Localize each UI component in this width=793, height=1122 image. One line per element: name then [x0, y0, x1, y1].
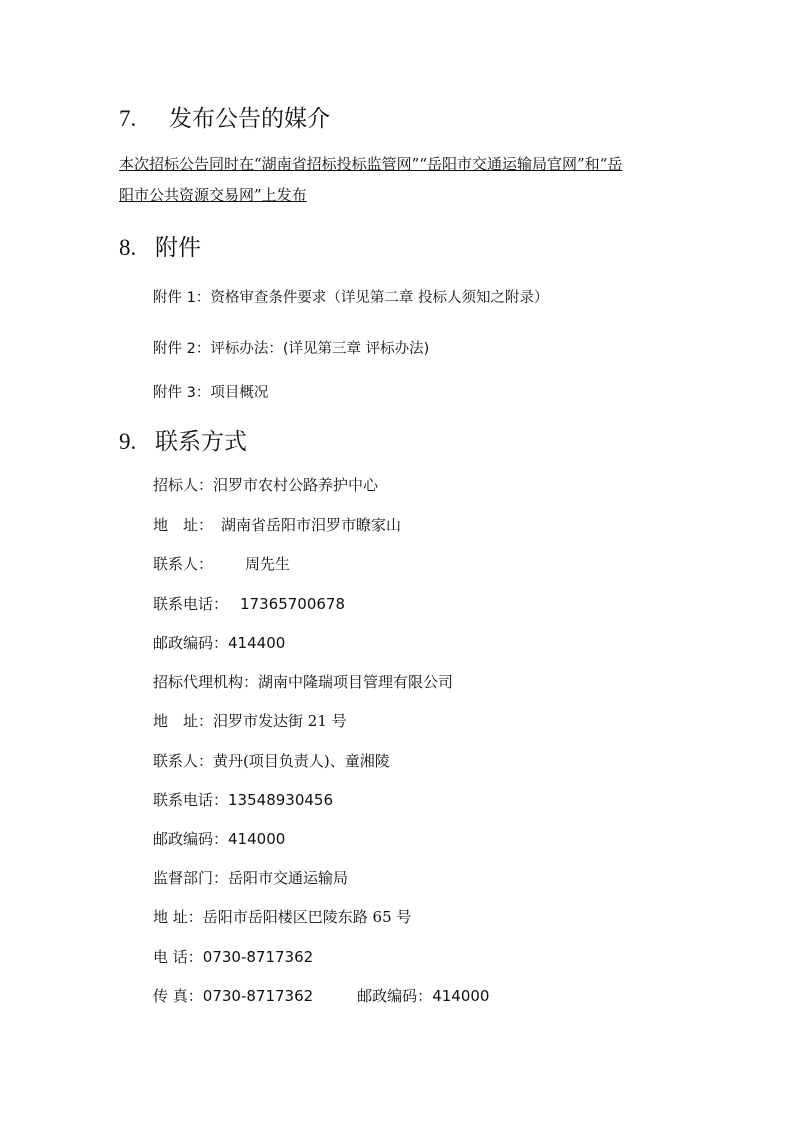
- supervisor-tel-label: 电 话：: [153, 948, 203, 966]
- agency-phone-value: 13548930456: [228, 791, 333, 809]
- agency-contact-row: [153, 750, 390, 771]
- supervisor-tel-value: 0730-8717362: [202, 948, 314, 966]
- agency-contact-value: 黄丹(项目负责人)、童湘陵: [213, 752, 390, 770]
- supervisor-address-row: [153, 906, 411, 927]
- media-paragraph-line-2: 阳市公共资源交易网”上发布: [119, 186, 307, 204]
- tenderer-address-value: 湖南省岳阳市汨罗市瞭家山: [221, 516, 402, 534]
- attachment-2: 附件 2：评标办法：(详见第三章 评标办法): [153, 341, 430, 357]
- tenderer-postal-value: 414400: [228, 634, 286, 652]
- tenderer-postal-row: [153, 632, 285, 653]
- agency-address-value: 汨罗市发达街 21 号: [213, 712, 347, 730]
- section-9-title: 联系方式: [155, 429, 247, 455]
- supervisor-fax-row: [153, 985, 489, 1006]
- agency-phone-row: [153, 789, 333, 810]
- media-paragraph: [119, 149, 679, 211]
- section-8-title: 附件: [155, 235, 201, 261]
- tenderer-contact-row: [153, 553, 290, 574]
- agency-value: 湖南中隆瑞项目管理有限公司: [258, 673, 454, 691]
- tenderer-label: 招标人：: [153, 476, 214, 494]
- agency-postal-label: 邮政编码：: [153, 830, 229, 848]
- section-7-title: 发布公告的媒介: [169, 106, 330, 132]
- attachment-3: 附件 3：项目概况: [153, 385, 269, 401]
- tenderer-postal-label: 邮政编码：: [153, 634, 229, 652]
- tenderer-phone-label: 联系电话：: [153, 595, 229, 613]
- section-7-number: 7.: [119, 106, 137, 131]
- tenderer-phone-row: [153, 593, 345, 614]
- media-paragraph-line-1: 本次招标公告同时在“湖南省招标投标监管网”“岳阳市交通运输局官网”和“岳: [119, 155, 623, 173]
- supervisor-postal-label: 邮政编码：: [357, 987, 433, 1005]
- agency-postal-value: 414000: [228, 830, 286, 848]
- tenderer-row: [153, 474, 378, 495]
- agency-label: 招标代理机构：: [153, 673, 259, 691]
- agency-postal-row: [153, 828, 285, 849]
- agency-address-label: 地 址：: [153, 712, 214, 730]
- tenderer-contact-value: 周先生: [245, 555, 291, 573]
- supervisor-fax-label: 传 真：: [153, 987, 203, 1005]
- agency-phone-label: 联系电话：: [153, 791, 229, 809]
- agency-address-row: [153, 710, 347, 731]
- supervisor-address-label: 地 址：: [153, 908, 203, 926]
- section-9-heading: [119, 423, 247, 456]
- supervisor-tel-row: [153, 946, 313, 967]
- tenderer-address-label: 地 址：: [153, 516, 214, 534]
- supervisor-label: 监督部门：: [153, 869, 229, 887]
- supervisor-value: 岳阳市交通运输局: [228, 869, 349, 887]
- section-7-heading: [119, 100, 330, 133]
- supervisor-row: [153, 867, 348, 888]
- agency-contact-label: 联系人：: [153, 752, 214, 770]
- supervisor-address-value: 岳阳市岳阳楼区巴陵东路 65 号: [202, 908, 412, 926]
- attachment-1: 附件 1：资格审查条件要求（详见第二章 投标人须知之附录）: [153, 290, 549, 306]
- agency-row: [153, 671, 453, 692]
- tenderer-value: 汨罗市农村公路养护中心: [213, 476, 379, 494]
- tenderer-contact-label: 联系人：: [153, 555, 214, 573]
- tenderer-address-row: [153, 514, 401, 535]
- section-9-number: 9.: [119, 429, 137, 454]
- tenderer-phone-value: 17365700678: [240, 595, 345, 613]
- supervisor-postal-value: 414000: [432, 987, 490, 1005]
- supervisor-fax-value: 0730-8717362: [202, 987, 314, 1005]
- section-8-number: 8.: [119, 235, 137, 260]
- section-8-heading: [119, 229, 201, 262]
